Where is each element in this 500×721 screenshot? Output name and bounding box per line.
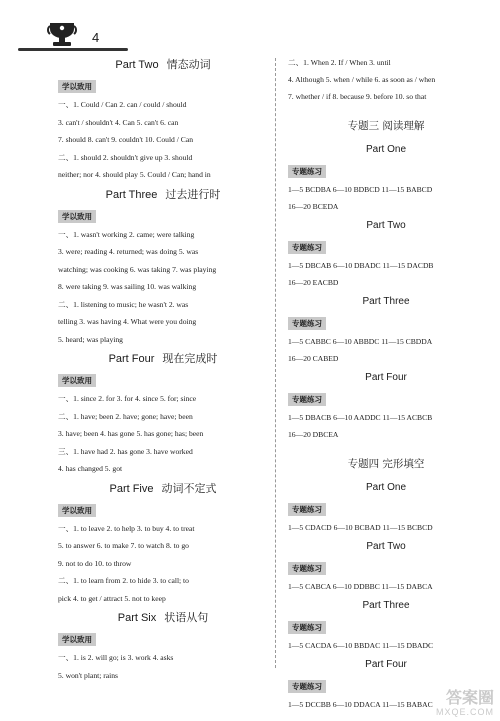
answer-line: 8. were taking 9. was sailing 10. was walking: [58, 282, 197, 291]
section-tag: 学以致用: [58, 504, 96, 517]
answer-line: 一、1. wasn't working 2. came; were talking: [58, 229, 195, 239]
watermark-url: MXQE.COM: [435, 707, 494, 717]
left-column: [58, 54, 268, 684]
section-title-en: Part Five: [109, 482, 154, 495]
answer-line: 1—5 CACDA 6—10 BBDAC 11—15 DBADC: [288, 641, 434, 650]
answer-line: 5. to answer 6. to make 7. to watch 8. to go: [58, 541, 189, 550]
answer-line: 7. whether / if 8. because 9. before 10. so that: [288, 92, 427, 101]
section-title-cn: 动词不定式: [161, 482, 217, 495]
part-heading: Part Two: [366, 541, 406, 552]
section-tag: 专题练习: [288, 317, 326, 330]
section-tag: 专题练习: [288, 562, 326, 575]
answer-line: 1—5 CDACD 6—10 BCBAD 11—15 BCBCD: [288, 523, 433, 532]
section-title-en: Part Four: [108, 353, 155, 365]
section-tag: 专题练习: [288, 680, 326, 693]
answer-line: 1—5 DCCBB 6—10 DDACA 11—15 BABAC: [288, 700, 433, 709]
section-tag: 专题练习: [288, 503, 326, 516]
section-tag: 学以致用: [58, 210, 96, 223]
section-part-three: [58, 184, 268, 349]
answer-line: 3. have; been 4. has gone 5. has gone; has; been: [58, 429, 204, 438]
section-title-en: Part Three: [105, 188, 158, 201]
section-title-en: Part Two: [115, 59, 159, 71]
answer-line: pick 4. to get / attract 5. not to keep: [58, 593, 166, 603]
answer-line: 二、1. to learn from 2. to hide 3. to call; to: [58, 576, 189, 585]
section-title-cn: 现在完成时: [162, 353, 218, 365]
page-number: 4: [92, 30, 100, 45]
part-heading: Part Three: [362, 296, 410, 307]
section-title: [58, 607, 268, 629]
answer-line: 7. should 8. can't 9. couldn't 10. Could / Can: [58, 135, 193, 144]
section-title-en: Part Six: [117, 612, 157, 624]
page-header: [18, 20, 128, 52]
answer-line: 一、1. since 2. for 3. for 4. since 5. for; since: [58, 394, 197, 403]
answer-line: 5. heard; was playing: [58, 334, 123, 344]
answer-line: 4. Although 5. when / while 6. as soon as / when: [288, 75, 436, 84]
answer-line: telling 3. was having 4. What were you doing: [58, 317, 197, 326]
answer-line: 5. won't plant; rains: [58, 670, 119, 680]
answer-line: 一、1. to leave 2. to help 3. to buy 4. to treat: [58, 523, 195, 533]
answer-line: watching; was cooking 6. was taking 7. was playing: [58, 264, 217, 274]
section-tag: 学以致用: [58, 633, 96, 646]
header-rule: [18, 48, 128, 51]
answer-line: 9. not to do 10. to throw: [58, 558, 132, 568]
watermark-text: 答案圈: [445, 688, 494, 707]
section-title: [58, 348, 268, 370]
answer-line: 16—20 DBCEA: [288, 430, 339, 439]
answer-line: 1—5 CABBC 6—10 ABBDC 11—15 CBDDA: [288, 337, 433, 346]
section-tag: 学以致用: [58, 374, 96, 387]
section-part-four: [58, 348, 268, 478]
section-part-five: [58, 478, 268, 608]
part-heading: Part Two: [366, 220, 406, 231]
answer-line: 一、1. Could / Can 2. can / could / should: [58, 100, 187, 109]
section-tag: 专题练习: [288, 165, 326, 178]
watermark-logo: [404, 689, 494, 719]
section-part-six: [58, 607, 268, 684]
section-tag: 专题练习: [288, 393, 326, 406]
answer-line: 1—5 CABCA 6—10 DDBBC 11—15 DABCA: [288, 582, 433, 591]
part-heading: Part Four: [365, 372, 407, 383]
section-tag: 专题练习: [288, 621, 326, 634]
section-part-two: [58, 54, 268, 184]
answer-line: 4. has changed 5. got: [58, 464, 123, 473]
topic-title: 专题三 阅读理解: [347, 120, 425, 132]
answer-line: 1—5 DBCAB 6—10 DBADC 11—15 DACDB: [288, 261, 434, 270]
answer-line: 1—5 DBACB 6—10 AADDC 11—15 ACBCB: [288, 413, 433, 422]
answer-line: 二、1. should 2. shouldn't give up 3. should: [58, 152, 193, 162]
right-column: [288, 54, 484, 713]
section-tag: 学以致用: [58, 80, 96, 93]
answer-line: 一、1. is 2. will go; is 3. work 4. asks: [58, 653, 174, 662]
topic-reading: [288, 113, 484, 443]
answer-line: 二、1. have; been 2. have; gone; have; been: [58, 411, 193, 421]
answer-line: 3. were; reading 4. returned; was doing 5. was: [58, 247, 199, 256]
section-title: [58, 184, 268, 206]
column-divider: [275, 58, 276, 668]
section-tag: 专题练习: [288, 241, 326, 254]
part-heading: Part One: [365, 482, 407, 493]
topic-cloze: [288, 451, 484, 713]
section-title-cn: 状语从句: [164, 612, 209, 624]
section-title-cn: 情态动词: [166, 59, 211, 71]
answer-line: 二、1. listening to music; he wasn't 2. was: [58, 299, 189, 309]
section-title: [58, 478, 268, 500]
answer-line: 16—20 EACBD: [288, 278, 339, 287]
answer-line: 16—20 CABED: [288, 354, 339, 363]
section-title-cn: 过去进行时: [165, 188, 221, 201]
part-heading: Part One: [365, 144, 407, 155]
trophy-icon: [40, 20, 84, 50]
answer-line: 三、1. have had 2. has gone 3. have worked: [58, 446, 193, 456]
answer-line: 16—20 BCEDA: [288, 202, 339, 211]
answer-line: neither; nor 4. should play 5. Could / Can; hand in: [58, 170, 211, 179]
answer-line: 3. can't / shouldn't 4. Can 5. can't 6. can: [58, 117, 179, 127]
part-heading: Part Four: [365, 659, 407, 670]
topic-title: 专题四 完形填空: [347, 458, 425, 470]
part-heading: Part Three: [362, 600, 410, 611]
answer-line: 二、1. When 2. If / When 3. until: [288, 58, 391, 67]
section-title: [58, 54, 268, 76]
answer-line: 1—5 BCDBA 6—10 BDBCD 11—15 BABCD: [288, 185, 433, 194]
